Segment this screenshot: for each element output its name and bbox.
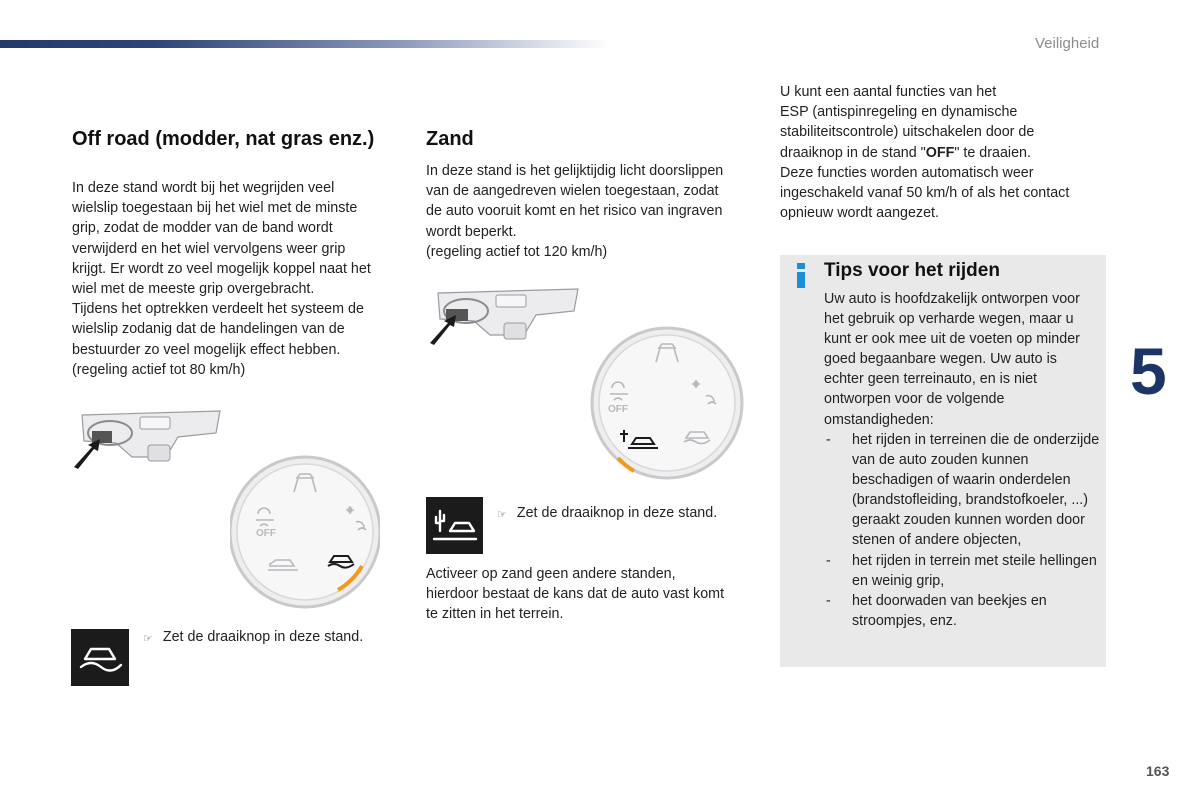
knob-off-label: OFF <box>608 404 628 415</box>
pointer-icon: ☞ <box>143 633 153 645</box>
info-icon <box>796 260 806 290</box>
zand-heading: Zand <box>426 128 474 150</box>
offroad-heading: Off road (modder, nat gras enz.) <box>72 128 375 150</box>
tips-box <box>780 255 1106 667</box>
zand-instruction <box>497 503 717 525</box>
esp-info <box>780 82 1110 223</box>
tips-list-item: - het doorwaden van beekjes en stroompjes, enz. <box>824 591 1104 631</box>
terrain-knob-offroad <box>230 442 380 622</box>
tips-list-item: - het rijden in terrein met steile hellingen en weinig grip, <box>824 551 1104 591</box>
section-title: Veiligheid <box>1035 35 1100 52</box>
dashboard-illustration <box>70 405 222 469</box>
zand-body: In deze stand is het gelijktijdig licht doorslippen van de aangedreven wielen toegestaan, zodat de auto vooruit komt en het risico van ingraven wordt beperkt. (regeling actief tot 120 km/h) <box>426 163 724 260</box>
knob-off-label: OFF <box>256 528 276 539</box>
dashboard-illustration-zand <box>428 285 580 347</box>
zand-instruction-text: Zet de draaiknop in deze stand. <box>516 505 718 521</box>
page-number: 163 <box>1146 763 1170 779</box>
offroad-body: In deze stand wordt bij het wegrijden veel wielslip toegestaan bij het wiel met de minste grip, zodat de modder van de band wordt verwijderd en het wiel vervolgens weer grip krijgt. Er wordt zo veel mogelijk koppel naat het wiel met de meeste grip overgebracht. Tijdens het optrekken verdeelt het systeem de wielslip zodanig dat de handelingen van de bestuurder zo veel mogelijk effect hebben. (regeling actief tot 80 km/h) <box>72 180 371 378</box>
tips-heading: Tips voor het rijden <box>824 260 1000 281</box>
header-gradient-bar <box>0 40 610 48</box>
chapter-number: 5 <box>1130 334 1167 408</box>
tips-intro: Uw auto is hoofdzakelijk ontworpen voor het gebruik op verharde wegen, maar u kunt er ook mee uit de voeten op minder goed begaanbare wegen. Uw auto is echter geen terreinauto, en is niet ontworpen voor de volgende omstandigheden: <box>824 291 1080 428</box>
tips-list <box>824 430 1104 631</box>
terrain-knob-zand <box>590 326 745 486</box>
offroad-instruction <box>143 627 363 649</box>
esp-text-1: U kunt een aantal functies van het ESP (antispinregeling en dynamische stabiliteitscontrole) uitschakelen door de draaiknop in de stand " <box>780 84 1035 161</box>
esp-text-2: " te draaien. Deze functies worden automatisch weer ingeschakeld vanaf 50 km/h of als het contact opnieuw wordt aangezet. <box>780 144 1070 222</box>
esp-off-label: OFF <box>925 144 955 161</box>
tips-list-item: - het rijden in terreinen die de onderzijde van de auto zouden kunnen beschadigen of waarin onderdelen (brandstofleiding, brandstofkoeler, ...) geraakt zouden kunnen worden door stenen of andere objecten, <box>824 430 1104 551</box>
offroad-instruction-text: Zet de draaiknop in deze stand. <box>162 629 364 645</box>
offroad-mode-icon <box>71 629 129 686</box>
sand-mode-icon <box>426 497 483 554</box>
zand-note: Activeer op zand geen andere standen, hierdoor bestaat de kans dat de auto vast komt te zitten in het terrein. <box>426 566 725 623</box>
pointer-icon: ☞ <box>497 509 507 521</box>
